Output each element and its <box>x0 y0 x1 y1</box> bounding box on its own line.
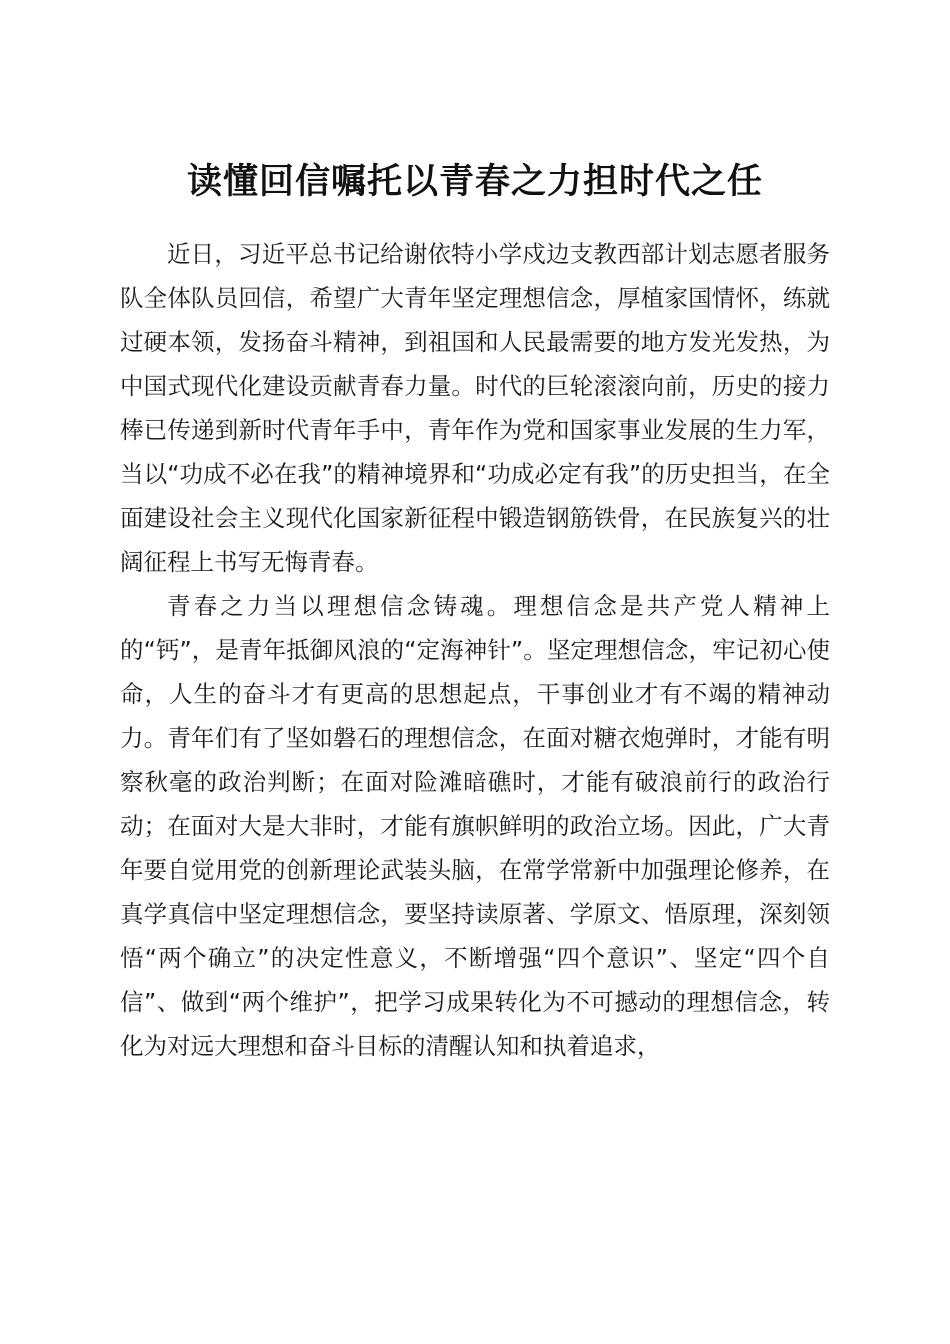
document-title: 读懂回信嘱托以青春之力担时代之任 <box>186 161 763 203</box>
paragraph-2: 青春之力当以理想信念铸魂。理想信念是共产党人精神上的“钙”，是青年抵御风浪的“定海神针”。坚定理想信念，牢记初心使命，人生的奋斗才有更高的思想起点，干事创业才有不竭的精神动力。青年们有了坚如磐石的理想信念，在面对糖衣炮弹时，才能有明察秋毫的政治判断；在面对险滩暗礁时，才能有破浪前行的政治行动；在面对大是大非时，才能有旗帜鲜明的政治立场。因此，广大青年要自觉用党的创新理论武装头脑，在常学常新中加强理论修养，在真学真信中坚定理想信念，要坚持读原著、学原文、悟原理，深刻领悟“两个确立”的决定性意义，不断增强“四个意识”、坚定“四个自信”、做到“两个维护”，把学习成果转化为不可撼动的理想信念，转化为对远大理想和奋斗目标的清醒认知和执着追求， <box>120 592 830 1060</box>
paragraph-1: 近日，习近平总书记给谢依特小学戍边支教西部计划志愿者服务队全体队员回信，希望广大青年坚定理想信念，厚植家国情怀，练就过硬本领，发扬奋斗精神，到祖国和人民最需要的地方发光发热，为中国式现代化建设贡献青春力量。时代的巨轮滚滚向前，历史的接力棒已传递到新时代青年手中，青年作为党和国家事业发展的生力军，当以“功成不必在我”的精神境界和“功成必定有我”的历史担当，在全面建设社会主义现代化国家新征程中锻造钢筋铁骨，在民族复兴的壮阔征程上书写无悔青春。 <box>120 240 830 576</box>
document-body <box>120 232 830 1068</box>
